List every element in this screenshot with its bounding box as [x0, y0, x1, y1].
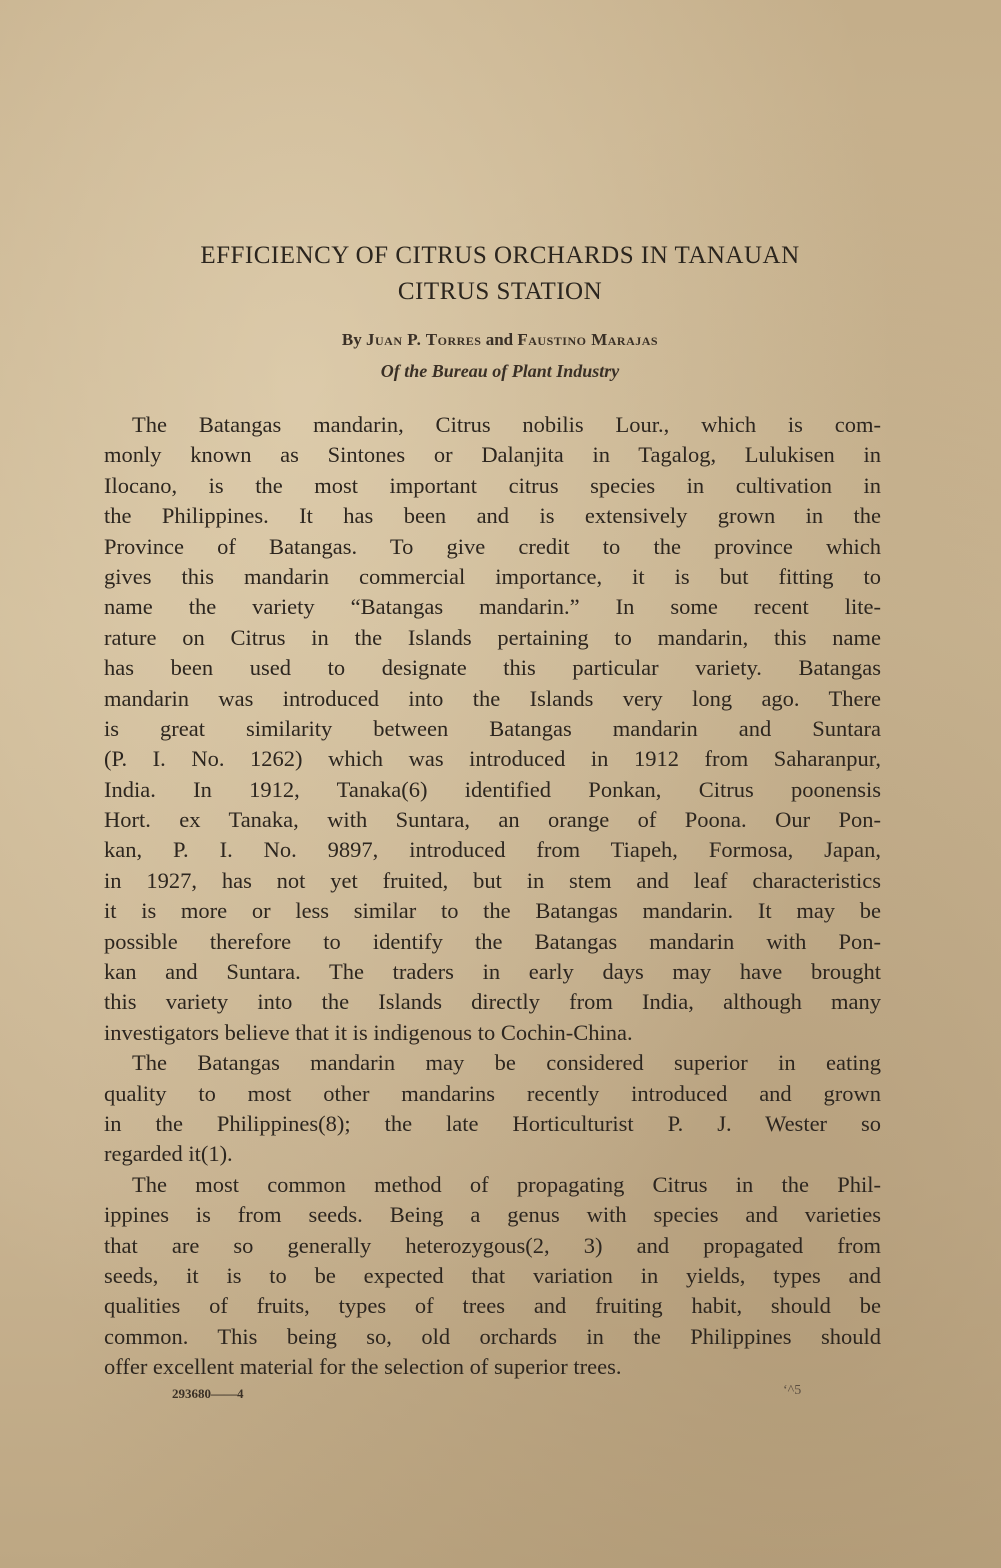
body-line: ippines is from seeds. Being a genus with species and varieties — [104, 1202, 881, 1228]
affiliation: Of the Bureau of Plant Industry — [380, 361, 620, 381]
body-line: offer excellent material for the selection of superior trees. — [104, 1354, 622, 1380]
body-line: that are so generally heterozygous(2, 3) and propagated from — [104, 1232, 881, 1258]
body-line: this variety into the Islands directly from India, although many — [104, 989, 881, 1015]
body-line: it is more or less similar to the Batangas mandarin. It may be — [104, 898, 881, 924]
body-line: common. This being so, old orchards in the Philippines should — [104, 1323, 881, 1349]
body-line: monly known as Sintones or Dalanjita in Tagalog, Lulukisen in — [104, 442, 881, 468]
body-line: regarded it(1). — [104, 1141, 233, 1167]
body-line: in the Philippines(8); the late Horticulturist P. J. Wester so — [104, 1110, 881, 1136]
body-line: Ilocano, is the most important citrus species in cultivation in — [104, 472, 881, 498]
body-line: mandarin was introduced into the Islands very long ago. There — [104, 685, 881, 711]
article-title-line-1: EFFICIENCY OF CITRUS ORCHARDS IN TANAUAN — [200, 242, 800, 269]
body-line: Province of Batangas. To give credit to the province which — [104, 533, 881, 559]
body-line: possible therefore to identify the Batangas mandarin with Pon- — [104, 928, 881, 954]
author-2: Faustino Marajas — [517, 330, 659, 349]
body-line: Hort. ex Tanaka, with Suntara, an orange of Poona. Our Pon- — [104, 807, 881, 833]
body-line: gives this mandarin commercial importance, it is but fitting to — [104, 563, 881, 589]
body-line: rature on Citrus in the Islands pertaining to mandarin, this name — [104, 624, 881, 650]
byline — [100, 330, 900, 350]
page-mark: ‘^5 — [783, 1383, 802, 1398]
body-line: kan and Suntara. The traders in early days may have brought — [104, 959, 881, 985]
body-line: seeds, it is to be expected that variation in yields, types and — [104, 1262, 881, 1288]
body-line: (P. I. No. 1262) which was introduced in 1912 from Saharanpur, — [104, 746, 881, 772]
author-1: Juan P. Torres — [366, 330, 482, 349]
body-line: qualities of fruits, types of trees and fruiting habit, should be — [104, 1293, 881, 1319]
body-line: The Batangas mandarin, Citrus nobilis Lour., which is com- — [132, 412, 881, 437]
body-line: kan, P. I. No. 9897, introduced from Tiapeh, Formosa, Japan, — [104, 837, 881, 863]
body-line: India. In 1912, Tanaka(6) identified Ponkan, Citrus poonensis — [104, 776, 881, 802]
body-line: quality to most other mandarins recently introduced and grown — [104, 1080, 881, 1106]
body-line: The Batangas mandarin may be considered superior in eating — [132, 1050, 881, 1076]
byline-by: By — [341, 330, 362, 349]
article-title-line-2: CITRUS STATION — [397, 278, 603, 305]
body-line: in 1927, has not yet fruited, but in stem and leaf characteristics — [104, 867, 881, 893]
printer-signature-mark: 293680——4 — [172, 1386, 244, 1401]
body-line: The most common method of propagating Citrus in the Phil- — [132, 1171, 881, 1197]
body-line: is great similarity between Batangas mandarin and Suntara — [104, 715, 881, 741]
body-line: the Philippines. It has been and is extensively grown in the — [104, 503, 881, 529]
body-line: investigators believe that it is indigenous to Cochin-China. — [104, 1019, 633, 1045]
byline-and: and — [485, 330, 514, 349]
body-text — [104, 410, 881, 1383]
body-line: has been used to designate this particular variety. Batangas — [104, 655, 881, 681]
body-line: name the variety “Batangas mandarin.” In some recent lite- — [104, 594, 881, 620]
